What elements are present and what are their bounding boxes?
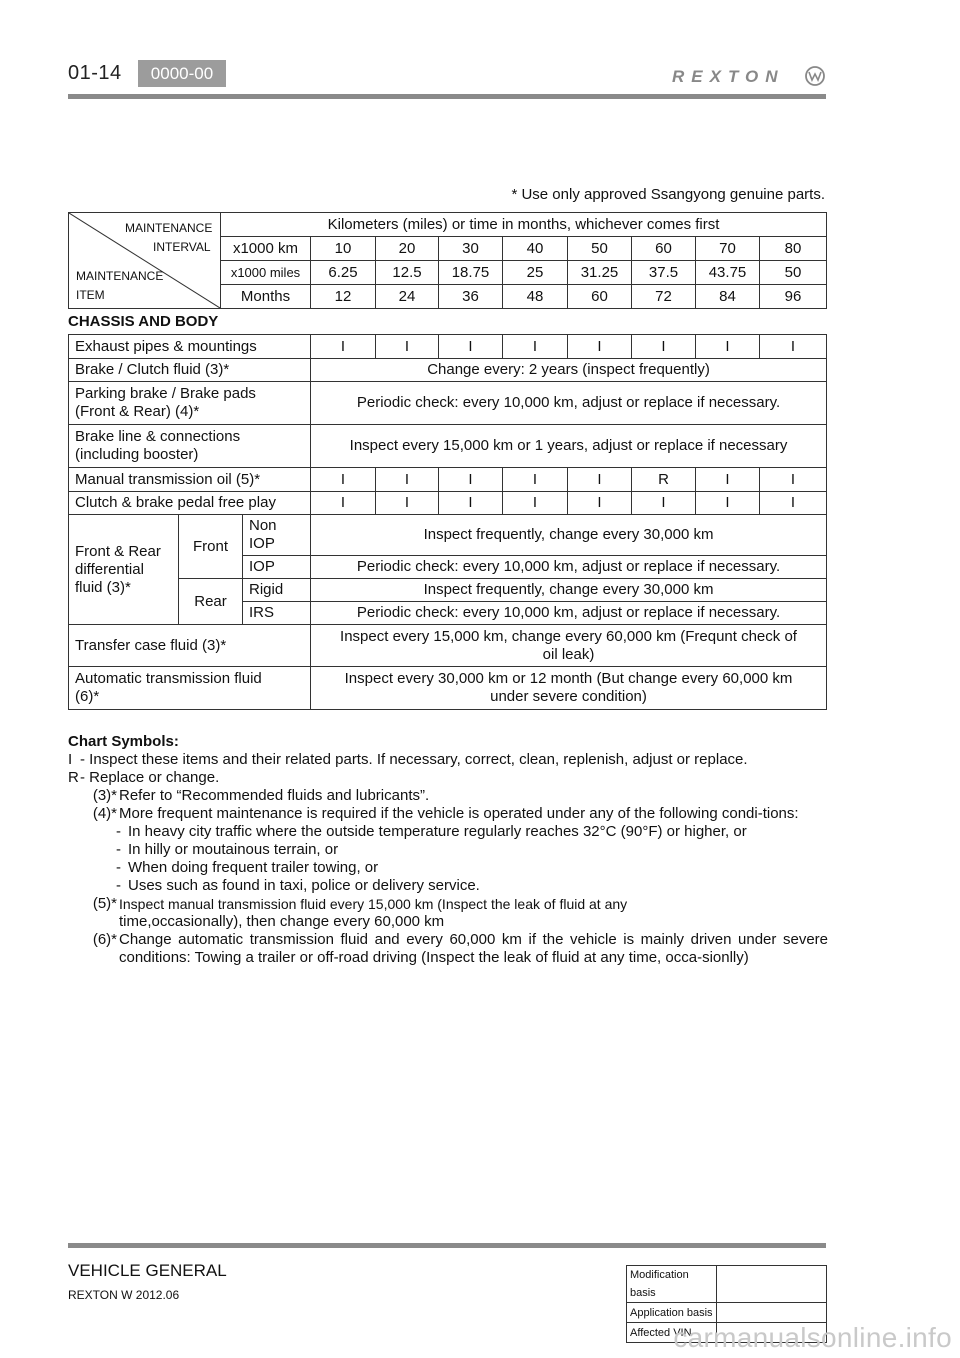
interval-text — [311, 625, 827, 667]
miles-cell: 25 — [503, 261, 568, 285]
interval-cell: I — [439, 468, 503, 492]
months-cell: 84 — [696, 285, 760, 309]
item-label — [69, 667, 311, 710]
symbol-text: - Inspect these items and their related parts. If necessary, correct, clean, replenish, adjust or replace. — [80, 751, 748, 768]
rexton-logo-text: REXTON — [672, 67, 785, 86]
diag-maintenance-interval-1: MAINTENANCE — [125, 221, 213, 235]
table-row — [69, 359, 827, 382]
footer-rule — [68, 1243, 826, 1248]
interval-header-table — [68, 212, 827, 309]
table-row — [69, 382, 827, 425]
interval-cell: I — [311, 335, 376, 359]
km-cell: 10 — [311, 237, 376, 261]
km-cell: 50 — [568, 237, 632, 261]
interval-cell: I — [568, 335, 632, 359]
km-cell: 20 — [376, 237, 439, 261]
months-cell: 72 — [632, 285, 696, 309]
footnote-text: Refer to “Recommended fluids and lubricants”. — [119, 787, 430, 804]
application-basis-value — [717, 1303, 827, 1323]
modification-basis-label: Modification basis — [627, 1266, 717, 1303]
interval-cell: I — [696, 468, 760, 492]
item-label — [69, 515, 179, 625]
footnote-key: (6)* — [92, 931, 117, 948]
list-item — [68, 859, 828, 877]
symbol-key: R — [68, 769, 79, 786]
item-label-line: Front & Rear — [75, 542, 161, 560]
footnote-text-line: time,occasionally), then change every 60,000 km — [119, 913, 445, 930]
bullet-dash: - — [116, 841, 121, 858]
diff-type — [243, 515, 311, 556]
bullet-text: When doing frequent trailer towing, or — [128, 859, 379, 876]
chart-symbols-title: Chart Symbols: — [68, 733, 179, 750]
interval-text: Inspect frequently, change every 30,000 km — [311, 515, 827, 556]
miles-cell: 50 — [760, 261, 827, 285]
months-cell: 24 — [376, 285, 439, 309]
interval-span-title: Kilometers (miles) or time in months, whichever comes first — [221, 213, 827, 237]
footnote-key: (4)* — [92, 805, 117, 822]
footnote-text: Change automatic transmission fluid and every 60,000 km if the vehicle is mainly driven under severe conditions: Towing a trailer or off-road driving (Inspect the leak of fluid at any time, occa-sionlly) — [119, 931, 828, 966]
interval-cell: I — [503, 468, 568, 492]
interval-text-line: oil leak) — [542, 645, 595, 663]
footer-subtitle: REXTON W 2012.06 — [68, 1288, 180, 1302]
interval-text: Change every: 2 years (inspect frequently) — [311, 359, 827, 382]
interval-text: Periodic check: every 10,000 km, adjust or replace if necessary. — [311, 556, 827, 579]
bullet-dash: - — [116, 823, 121, 840]
interval-cell: R — [632, 468, 696, 492]
footnote-text — [117, 895, 828, 931]
interval-text: Inspect frequently, change every 30,000 km — [311, 579, 827, 602]
interval-cell: I — [503, 335, 568, 359]
km-cell: 80 — [760, 237, 827, 261]
miles-cell: 31.25 — [568, 261, 632, 285]
row-label-km: x1000 km — [221, 237, 311, 261]
interval-text: Periodic check: every 10,000 km, adjust or replace if necessary. — [311, 602, 827, 625]
affected-vin-label: Affected VIN — [627, 1323, 717, 1343]
symbol-text: - Replace or change. — [80, 769, 220, 786]
interval-cell: I — [568, 468, 632, 492]
interval-text — [311, 667, 827, 710]
interval-cell: I — [376, 335, 439, 359]
interval-cell: I — [632, 492, 696, 515]
miles-cell: 6.25 — [311, 261, 376, 285]
item-label-line: fluid (3)* — [75, 578, 131, 596]
interval-cell: I — [439, 492, 503, 515]
row-label-months: Months — [221, 285, 311, 309]
diff-type: IOP — [243, 556, 311, 579]
miles-cell: 43.75 — [696, 261, 760, 285]
diff-type-line: IOP — [249, 535, 275, 552]
row-label-miles: x1000 miles — [221, 261, 311, 285]
application-basis-label: Application basis — [627, 1303, 717, 1323]
bullet-text: Uses such as found in taxi, police or delivery service. — [128, 877, 480, 894]
page-number: 01-14 — [68, 62, 122, 84]
interval-cell: I — [376, 492, 439, 515]
footer-title: VEHICLE GENERAL — [68, 1261, 227, 1280]
months-cell: 48 — [503, 285, 568, 309]
footnote-4 — [68, 805, 828, 823]
item-label: Clutch & brake pedal free play — [69, 492, 311, 515]
genuine-parts-note: * Use only approved Ssangyong genuine parts. — [511, 186, 825, 203]
km-cell: 30 — [439, 237, 503, 261]
table-row — [627, 1266, 827, 1303]
item-label — [69, 382, 311, 425]
header-rule — [68, 94, 826, 99]
item-label: Exhaust pipes & mountings — [69, 335, 311, 359]
list-item — [68, 877, 828, 895]
interval-cell: I — [760, 335, 827, 359]
interval-cell: I — [632, 335, 696, 359]
item-label — [69, 425, 311, 468]
symbol-r — [68, 769, 828, 787]
item-label: Transfer case fluid (3)* — [69, 625, 311, 667]
interval-cell: I — [311, 492, 376, 515]
modification-basis-value — [717, 1266, 827, 1303]
km-cell: 40 — [503, 237, 568, 261]
months-cell: 12 — [311, 285, 376, 309]
list-item — [68, 823, 828, 841]
watermark: carmanualsonline.info — [673, 1322, 952, 1353]
list-item — [68, 841, 828, 859]
footnote-key: (5)* — [92, 895, 117, 912]
axle-front: Front — [179, 515, 243, 579]
section-title: CHASSIS AND BODY — [68, 313, 219, 330]
footnote-text: More frequent maintenance is required if the vehicle is operated under any of the following condi-tions: — [119, 805, 799, 822]
bullet-dash: - — [116, 859, 121, 876]
miles-cell: 37.5 — [632, 261, 696, 285]
table-row — [69, 468, 827, 492]
interval-cell: I — [696, 492, 760, 515]
diag-maintenance-item-2: ITEM — [76, 288, 105, 302]
table-row — [69, 625, 827, 667]
km-cell: 70 — [696, 237, 760, 261]
bullet-text: In heavy city traffic where the outside temperature regularly reaches 32°C (90°F) or higher, or — [128, 823, 747, 840]
diff-type: Rigid — [243, 579, 311, 602]
table-row — [69, 579, 827, 602]
bullet-text: In hilly or moutainous terrain, or — [128, 841, 339, 858]
item-label-line: differential — [75, 560, 144, 578]
diff-type: IRS — [243, 602, 311, 625]
item-label-line: (Front & Rear) (4)* — [75, 403, 200, 420]
chassis-body-table — [68, 334, 827, 710]
interval-text: Periodic check: every 10,000 km, adjust or replace if necessary. — [311, 382, 827, 425]
interval-cell: I — [760, 492, 827, 515]
km-cell: 60 — [632, 237, 696, 261]
interval-text: Inspect every 15,000 km or 1 years, adjust or replace if necessary — [311, 425, 827, 468]
item-label: Brake / Clutch fluid (3)* — [69, 359, 311, 382]
symbol-key: I — [68, 751, 73, 768]
symbol-i — [68, 751, 828, 769]
diag-maintenance-interval-2: INTERVAL — [153, 240, 211, 254]
miles-cell: 18.75 — [439, 261, 503, 285]
interval-cell: I — [311, 468, 376, 492]
diag-maintenance-item-1: MAINTENANCE — [76, 269, 164, 283]
table-row — [69, 492, 827, 515]
diagonal-header-cell — [69, 213, 221, 309]
item-label-line: Automatic transmission fluid — [75, 670, 262, 687]
footnote-text-line: Inspect manual transmission fluid every 15,000 km (Inspect the leak of fluid at any — [119, 896, 628, 912]
interval-cell: I — [503, 492, 568, 515]
interval-cell: I — [439, 335, 503, 359]
item-label-line: (including booster) — [75, 446, 199, 463]
section-code-badge: 0000-00 — [138, 60, 226, 87]
table-row — [69, 515, 827, 556]
bullet-dash: - — [116, 877, 121, 894]
diff-type-line: Non — [249, 517, 277, 534]
footnote-6 — [68, 931, 828, 967]
interval-cell: I — [568, 492, 632, 515]
table-row — [69, 335, 827, 359]
rexton-logo — [672, 64, 827, 90]
table-row — [627, 1303, 827, 1323]
miles-cell: 12.5 — [376, 261, 439, 285]
footnote-key: (3)* — [92, 787, 117, 804]
interval-cell: I — [376, 468, 439, 492]
interval-text-line: Inspect every 15,000 km, change every 60,000 km (Frequnt check of — [340, 627, 797, 645]
footnote-3 — [68, 787, 828, 805]
interval-text-line: under severe condition) — [490, 688, 647, 705]
months-cell: 36 — [439, 285, 503, 309]
interval-cell: I — [696, 335, 760, 359]
item-label-line: Parking brake / Brake pads — [75, 385, 256, 402]
axle-rear: Rear — [179, 579, 243, 625]
chart-symbols — [68, 733, 828, 967]
footnote-5 — [68, 895, 828, 931]
item-label-line: Brake line & connections — [75, 428, 241, 445]
interval-text-line: Inspect every 30,000 km or 12 month (But change every 60,000 km — [344, 670, 793, 687]
months-cell: 60 — [568, 285, 632, 309]
item-label-line: (6)* — [75, 688, 100, 705]
interval-cell: I — [760, 468, 827, 492]
table-row — [69, 425, 827, 468]
item-label: Manual transmission oil (5)* — [69, 468, 311, 492]
months-cell: 96 — [760, 285, 827, 309]
table-row — [69, 667, 827, 710]
